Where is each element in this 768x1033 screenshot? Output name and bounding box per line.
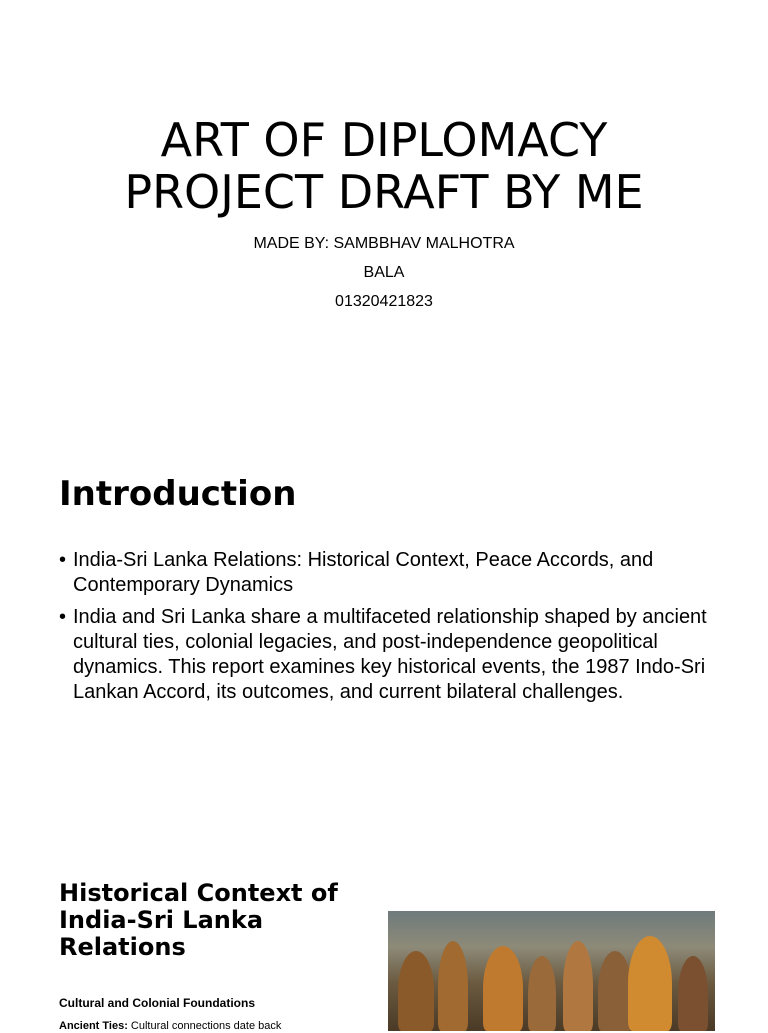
author-block — [0, 229, 768, 316]
historical-body-text — [59, 1019, 281, 1033]
ancient-ties-text: Cultural connections date back — [127, 1020, 282, 1032]
title-line-2: PROJECT DRAFT BY ME — [124, 165, 644, 219]
author-line: MADE BY: SAMBBHAV MALHOTRA — [253, 235, 515, 252]
bullet-icon: • — [59, 549, 67, 571]
presentation-title — [0, 114, 768, 218]
title-slide — [0, 0, 768, 430]
author-name-2: BALA — [363, 264, 405, 281]
title-line-1: ART OF DIPLOMACY — [160, 113, 608, 167]
roll-number: 01320421823 — [335, 293, 433, 310]
introduction-heading: Introduction — [59, 474, 297, 514]
ancient-ties-label: Ancient Ties: — [59, 1020, 128, 1032]
bullet-list — [59, 548, 709, 712]
introduction-slide — [0, 430, 768, 850]
historical-context-slide — [0, 850, 768, 1032]
bullet-item — [59, 605, 709, 705]
monks-photo — [388, 911, 715, 1031]
bullet-text: India and Sri Lanka share a multifaceted relationship shaped by ancient cultural ties, colonial legacies, and post-independence geopolitical dynamics. This report examines key historical events, the 1987 Indo-Sri Lankan Accord, its outcomes, and current bilateral challenges. — [73, 606, 707, 703]
bullet-item — [59, 548, 709, 598]
bullet-text: India-Sri Lanka Relations: Historical Context, Peace Accords, and Contemporary Dynamics — [73, 549, 654, 596]
historical-context-heading: Historical Context of India-Sri Lanka Relations — [59, 879, 338, 961]
historical-subheading: Cultural and Colonial Foundations — [59, 996, 255, 1010]
bullet-icon: • — [59, 606, 67, 628]
